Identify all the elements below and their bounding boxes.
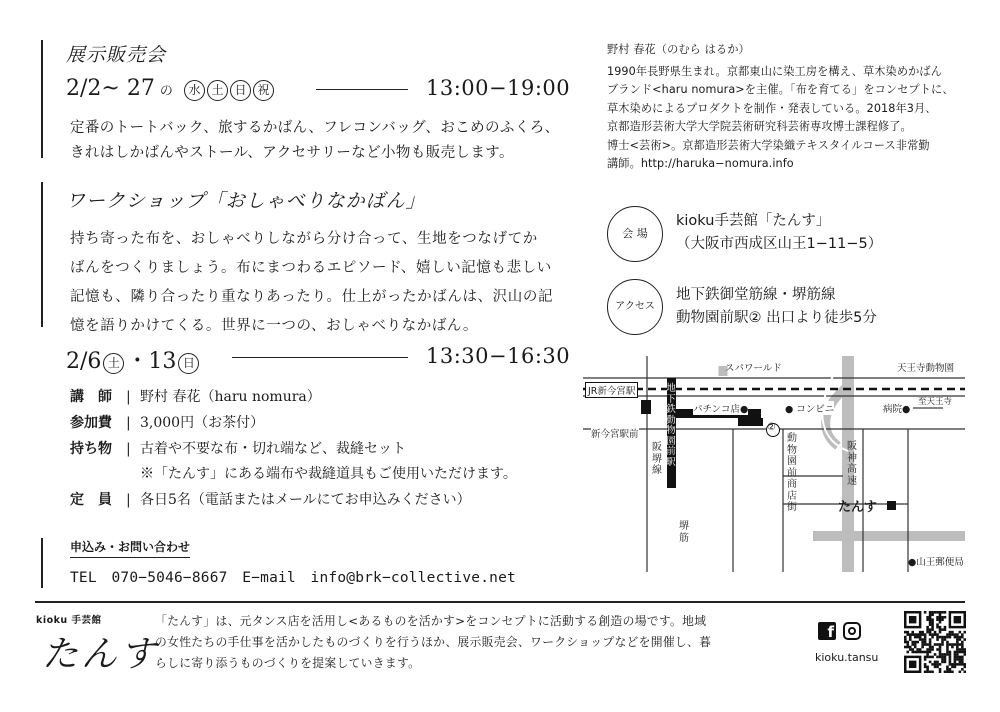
access-block [676,284,877,330]
footer-logo-big: たんす [42,634,160,675]
access-line: 動物園前駅② 出口より徒歩5分 [676,310,877,326]
instagram-icon[interactable] [843,622,861,640]
qr-svg [904,611,966,673]
map-label-spaworld: スパワールド [725,363,782,374]
map-label-shin-imamiya-mae: 新今宮駅前 [591,426,639,440]
detail-divider: | [126,389,131,405]
bio-line: 博士<芸術>。京都造形芸術大学染織テキスタイルコース非常勤 [607,138,930,152]
workshop-day1-badge: 土 [103,353,124,374]
bio-line: ブランド<haru nomura>を主催。「布を育てる」をコンセプトに、 [607,83,954,96]
map-label-hanshin: 阪神高速 [847,441,857,487]
detail-value: 各日5名（電話またはメールにてお申込みください） [140,492,471,508]
detail-value: 3,000円（お茶付） [140,415,265,431]
contact-line: TEL 070−5046−8667 E−mail info@brk−collective.net [70,570,516,586]
map-label-hankai: 阪堺線 [652,442,662,476]
left-rule-top [41,40,43,158]
venue-badge: 会 場 [607,206,663,262]
map-label-tennoji-zoo: 天王寺動物園 [897,363,955,374]
workshop-desc-line: ばんをつくりましょう。布にまつわるエピソード、嬉しい記憶も悲しい [70,260,552,276]
map-label-jr-station: JR新今宮駅 [585,382,638,398]
map-label-hospital: 病院● [883,401,910,415]
map-label-shotengai: 動物園前商店街 [787,433,797,513]
detail-label: 参加費 [70,415,112,431]
footer-divider [35,601,965,603]
bio-name: 野村 春花（のむら はるか） [607,43,750,56]
exhibition-date-no: の [159,84,173,99]
detail-row-fee [70,412,264,432]
footer-line: 「たんす」は、元タンス店を活用し<あるものを活かす>をコンセプトに活動する創造の場です。地域 [155,614,707,628]
detail-row-note [70,463,517,483]
map-label-tansu: たんす [838,500,878,515]
access-map [583,356,965,572]
day-hol-badge: 祝 [253,80,274,101]
bio-line: 1990年長野県生まれ。京都東山に染工房を構え、草木染めかばん [607,64,942,78]
bio-line: 講師。http://haruka−nomura.info [607,157,794,170]
map-label-pachinko: パチンコ店● [693,401,748,415]
footer-line: の女性たちの手仕事を活かしたものづくりを行うほか、展示販売会、ワークショップなどを開催し、暮 [155,635,712,649]
detail-row-capacity [70,489,471,509]
detail-label: 講 師 [70,389,112,405]
workshop-desc-line: 持ち寄った布を、おしゃべりしながら分け合って、生地をつなげてか [70,231,538,247]
exhibition-desc-line: 定番のトートバック、旅するかばん、フレコンバッグ、おこめのふくろ、 [70,120,560,136]
workshop-title: ワークショップ「おしゃべりなかばん」 [66,190,426,212]
venue-block [676,210,882,256]
map-tansu-marker [887,501,896,510]
workshop-description [70,225,553,341]
map-label-konbini: ● コンビニ [785,401,834,415]
workshop-time: 13:30−16:30 [426,344,571,368]
workshop-desc-line: 記憶も、隣り合ったり重なりあったり。仕上がったかばんは、沢山の記 [70,289,554,305]
exhibition-date-row [66,76,276,101]
bio-block [607,41,954,174]
venue-name: kioku手芸館「たんす」 [676,213,831,229]
detail-row-belongings [70,438,406,458]
detail-row-instructor [70,386,321,406]
venue-address: （大阪市西成区山王1−11−5） [676,236,883,252]
sns-handle[interactable]: kioku.tansu [815,651,879,664]
exhibition-description [70,116,560,166]
day-sun-badge: 日 [230,80,251,101]
left-rule-mid [41,182,43,327]
qr-code[interactable] [904,611,966,673]
exhibition-time: 13:00−19:00 [426,76,571,100]
workshop-date2: ・13 [126,349,177,374]
facebook-icon[interactable]: f [818,622,836,640]
day-wed-badge: 水 [184,80,205,101]
footer-logo-small: kioku 手芸館 [36,615,102,626]
bio-line: 草木染めによるプロダクトを制作・発表している。2018年3月、 [607,101,937,115]
contact-heading: 申込み・お問い合わせ [70,538,190,558]
map-label-exit-number: ② [767,422,776,433]
workshop-desc-line: 憶を語りかけてくる。世界に一つの、おしゃべりなかばん。 [70,318,478,334]
exhibition-date: 2/2~ 27 [66,76,155,101]
detail-value: 野村 春花（haru nomura） [140,389,321,405]
workshop-date-row [66,344,201,375]
detail-divider: | [126,415,131,431]
footer-description [155,611,711,674]
bio-line: 京都造形芸術大学大学院芸術研究科芸術専攻博士課程修了。 [607,120,912,133]
exhibition-desc-line: きれはしかばんやストール、アクセサリーなど小物も販売します。 [70,145,514,161]
detail-divider: | [126,492,131,508]
map-jr-station-box [641,400,651,414]
access-badge: アクセス [607,279,663,335]
detail-value: ※「たんす」にある端布や裁縫道具もご使用いただけます。 [140,466,517,482]
detail-divider: | [126,441,131,457]
instagram-lens [848,627,856,635]
exhibition-date-rule [316,89,408,90]
workshop-date1: 2/6 [66,349,102,374]
map-label-zhi-tennoji: 至天王寺 [918,397,953,407]
left-rule-bottom [41,538,43,588]
map-label-post-office: ●山王郵便局 [908,557,964,568]
detail-label: 持ち物 [70,441,112,457]
footer-line: らしに寄り添うものづくりを提案していきます。 [155,656,421,670]
detail-value: 古着や不要な布・切れ端など、裁縫セット [140,441,406,457]
detail-label: 定 員 [70,492,112,508]
map-label-sakaisuji: 堺筋 [679,521,689,544]
map-station-exit [738,418,763,426]
exhibition-title: 展示販売会 [66,44,167,66]
map-svg [583,356,965,572]
access-line: 地下鉄御堂筋線・堺筋線 [676,287,836,303]
workshop-day2-badge: 日 [178,353,199,374]
day-sat-badge: 土 [207,80,228,101]
map-label-subway: 地下鉄動物園前駅 [666,383,676,468]
workshop-date-rule [232,357,408,358]
